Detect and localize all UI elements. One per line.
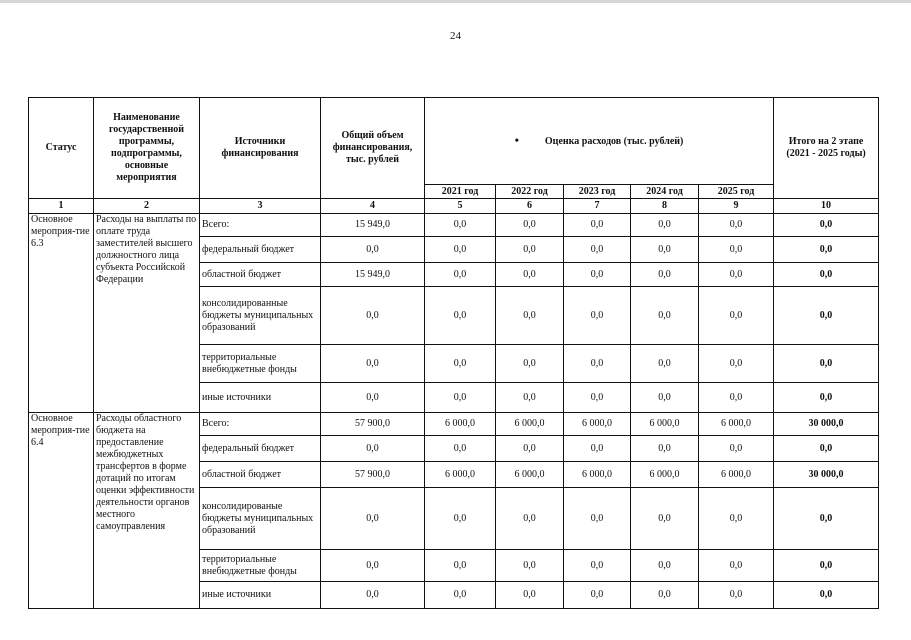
stage-total-cell: 0,0 (774, 345, 879, 383)
header-estimate (425, 98, 774, 185)
header-year: 2024 год (631, 185, 699, 199)
activity-name-cell: Расходы областного бюджета на предоставление межбюджетных трансфертов в форме дотаций по итогам оценки эффективности деятельности органов местного самоуправления (94, 413, 200, 609)
year-value-cell: 0,0 (631, 582, 699, 609)
stage-total-cell: 0,0 (774, 237, 879, 263)
year-value-cell: 0,0 (564, 550, 631, 582)
source-cell: территориальные внебюджетные фонды (200, 345, 321, 383)
year-value-cell: 0,0 (425, 582, 496, 609)
column-number: 4 (321, 199, 425, 214)
year-value-cell: 0,0 (496, 582, 564, 609)
source-cell: консолидированые бюджеты муниципальных образований (200, 488, 321, 550)
header-estimate-label: Оценка расходов (тыс. рублей) (544, 136, 684, 147)
header-year: 2023 год (564, 185, 631, 199)
year-value-cell: 0,0 (564, 383, 631, 413)
page-edge (0, 0, 911, 3)
stage-total-cell: 30 000,0 (774, 462, 879, 488)
year-value-cell: 0,0 (425, 287, 496, 345)
activity-name-cell: Расходы на выплаты по оплате труда заместителей высшего должностного лица субъекта Российской Федерации (94, 214, 200, 413)
year-value-cell: 0,0 (425, 345, 496, 383)
year-value-cell: 0,0 (631, 214, 699, 237)
year-value-cell: 0,0 (699, 287, 774, 345)
column-number: 1 (29, 199, 94, 214)
year-value-cell: 6 000,0 (631, 462, 699, 488)
source-cell: областной бюджет (200, 462, 321, 488)
year-value-cell: 6 000,0 (699, 462, 774, 488)
year-value-cell: 0,0 (699, 237, 774, 263)
source-cell: федеральный бюджет (200, 237, 321, 263)
column-number: 10 (774, 199, 879, 214)
year-value-cell: 6 000,0 (496, 462, 564, 488)
year-value-cell: 0,0 (564, 237, 631, 263)
stage-total-cell: 0,0 (774, 582, 879, 609)
year-value-cell: 0,0 (564, 263, 631, 287)
column-number: 8 (631, 199, 699, 214)
source-cell: федеральный бюджет (200, 436, 321, 462)
stage-total-cell: 0,0 (774, 263, 879, 287)
year-value-cell: 0,0 (496, 436, 564, 462)
total-volume-cell: 0,0 (321, 582, 425, 609)
year-value-cell: 0,0 (425, 383, 496, 413)
total-volume-cell: 15 949,0 (321, 263, 425, 287)
column-number: 7 (564, 199, 631, 214)
year-value-cell: 0,0 (699, 582, 774, 609)
year-value-cell: 0,0 (425, 237, 496, 263)
stage-total-cell: 0,0 (774, 287, 879, 345)
total-volume-cell: 0,0 (321, 488, 425, 550)
year-value-cell: 0,0 (699, 345, 774, 383)
year-value-cell: 6 000,0 (699, 413, 774, 436)
source-cell: иные источники (200, 383, 321, 413)
year-value-cell: 0,0 (496, 214, 564, 237)
year-value-cell: 6 000,0 (564, 413, 631, 436)
year-value-cell: 0,0 (425, 436, 496, 462)
total-volume-cell: 57 900,0 (321, 462, 425, 488)
year-value-cell: 0,0 (496, 287, 564, 345)
year-value-cell: 0,0 (425, 214, 496, 237)
year-value-cell: 0,0 (699, 550, 774, 582)
year-value-cell: 6 000,0 (496, 413, 564, 436)
year-value-cell: 6 000,0 (425, 413, 496, 436)
year-value-cell: 0,0 (496, 550, 564, 582)
year-value-cell: 0,0 (631, 263, 699, 287)
year-value-cell: 6 000,0 (425, 462, 496, 488)
total-volume-cell: 0,0 (321, 287, 425, 345)
header-total-volume: Общий объем финансирования, тыс. рублей (321, 98, 425, 199)
column-number: 5 (425, 199, 496, 214)
header-status: Статус (29, 98, 94, 199)
year-value-cell: 0,0 (496, 383, 564, 413)
total-volume-cell: 0,0 (321, 237, 425, 263)
year-value-cell: 0,0 (425, 263, 496, 287)
total-volume-cell: 0,0 (321, 436, 425, 462)
header-year: 2021 год (425, 185, 496, 199)
year-value-cell: 0,0 (631, 488, 699, 550)
header-year: 2022 год (496, 185, 564, 199)
year-value-cell: 0,0 (699, 263, 774, 287)
total-volume-cell: 0,0 (321, 550, 425, 582)
year-value-cell: 0,0 (631, 287, 699, 345)
header-year: 2025 год (699, 185, 774, 199)
stage-total-cell: 0,0 (774, 214, 879, 237)
header-sources: Источники финансирования (200, 98, 321, 199)
year-value-cell: 0,0 (564, 345, 631, 383)
stage-total-cell: 0,0 (774, 488, 879, 550)
year-value-cell: 0,0 (699, 436, 774, 462)
status-cell: Основное мероприя-тие 6.4 (29, 413, 94, 609)
stage-total-cell: 0,0 (774, 436, 879, 462)
year-value-cell: 0,0 (631, 237, 699, 263)
source-cell: Всего: (200, 413, 321, 436)
budget-table (28, 97, 879, 609)
year-value-cell: 6 000,0 (564, 462, 631, 488)
stage-total-cell: 0,0 (774, 383, 879, 413)
source-cell: консолидированные бюджеты муниципальных образований (200, 287, 321, 345)
year-value-cell: 0,0 (564, 488, 631, 550)
total-volume-cell: 15 949,0 (321, 214, 425, 237)
column-number: 9 (699, 199, 774, 214)
header-name: Наименование государственной программы, подпрограммы, основные мероприятия (94, 98, 200, 199)
total-volume-cell: 0,0 (321, 383, 425, 413)
year-value-cell: 0,0 (564, 436, 631, 462)
year-value-cell: 0,0 (564, 287, 631, 345)
year-value-cell: 0,0 (496, 345, 564, 383)
year-value-cell: 0,0 (631, 345, 699, 383)
year-value-cell: 0,0 (699, 214, 774, 237)
stage-total-cell: 0,0 (774, 550, 879, 582)
column-number: 6 (496, 199, 564, 214)
page-number: 24 (450, 30, 461, 42)
year-value-cell: 0,0 (699, 383, 774, 413)
year-value-cell: 0,0 (564, 214, 631, 237)
dot-mark: • (514, 133, 519, 147)
year-value-cell: 0,0 (496, 237, 564, 263)
year-value-cell: 0,0 (496, 488, 564, 550)
column-number: 3 (200, 199, 321, 214)
source-cell: иные источники (200, 582, 321, 609)
header-stage-total: Итого на 2 этапе (2021 - 2025 годы) (774, 98, 879, 199)
year-value-cell: 0,0 (496, 263, 564, 287)
total-volume-cell: 57 900,0 (321, 413, 425, 436)
year-value-cell: 0,0 (425, 488, 496, 550)
year-value-cell: 0,0 (564, 582, 631, 609)
status-cell: Основное мероприя-тие 6.3 (29, 214, 94, 413)
source-cell: территориальные внебюджетные фонды (200, 550, 321, 582)
year-value-cell: 0,0 (425, 550, 496, 582)
year-value-cell: 0,0 (631, 436, 699, 462)
source-cell: Всего: (200, 214, 321, 237)
year-value-cell: 0,0 (699, 488, 774, 550)
source-cell: областной бюджет (200, 263, 321, 287)
stage-total-cell: 30 000,0 (774, 413, 879, 436)
year-value-cell: 0,0 (631, 550, 699, 582)
year-value-cell: 6 000,0 (631, 413, 699, 436)
total-volume-cell: 0,0 (321, 345, 425, 383)
column-number: 2 (94, 199, 200, 214)
year-value-cell: 0,0 (631, 383, 699, 413)
